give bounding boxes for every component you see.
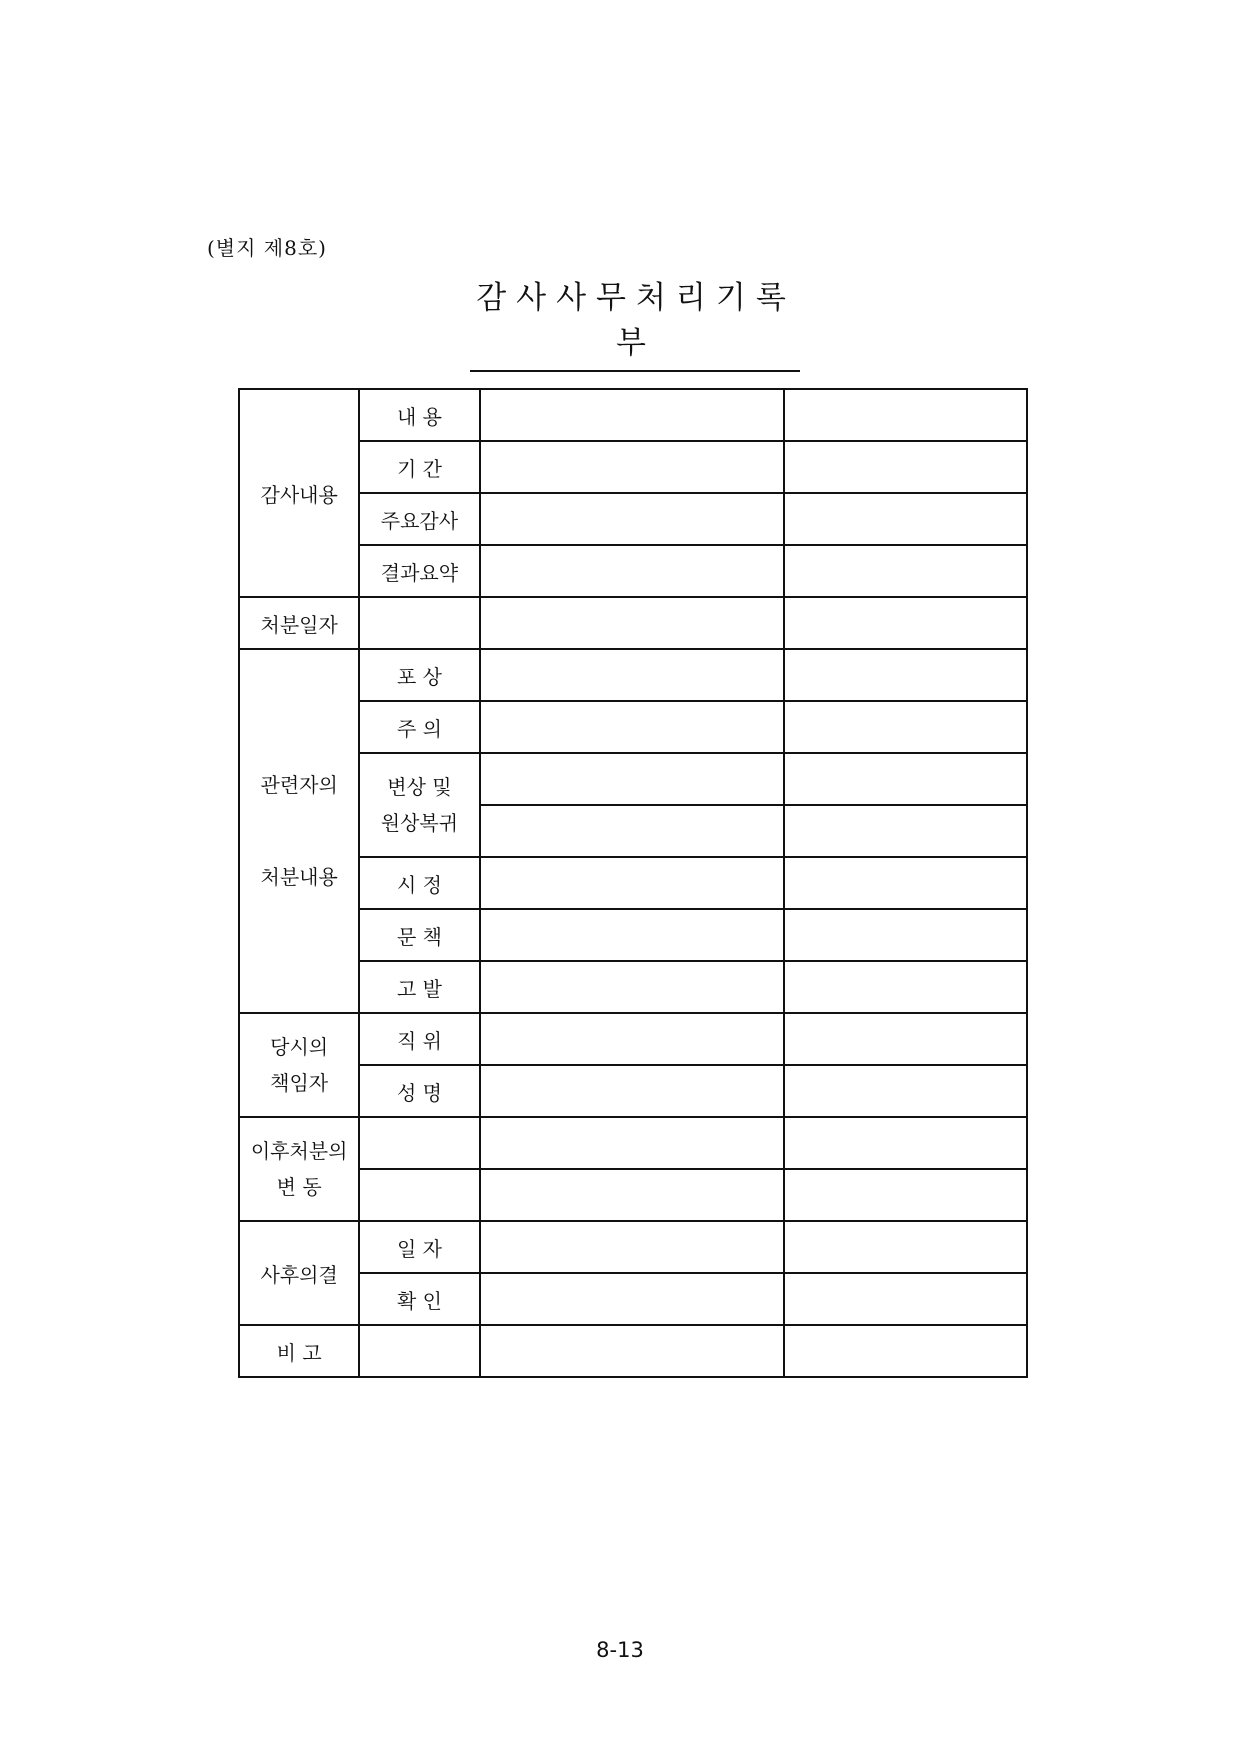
entry-cell[interactable] [784, 1169, 1027, 1221]
table-row [239, 389, 1027, 441]
changes-group-label [239, 1117, 359, 1221]
responsible-group-line2: 책임자 [270, 1071, 329, 1095]
table-row [239, 1013, 1027, 1065]
audit-item-label: 내 용 [359, 389, 479, 441]
entry-cell[interactable] [480, 389, 785, 441]
entry-cell[interactable] [480, 545, 785, 597]
disposition-item-label [359, 753, 479, 857]
entry-cell[interactable] [784, 805, 1027, 857]
entry-cell[interactable] [784, 597, 1027, 649]
entry-cell[interactable] [480, 1065, 785, 1117]
entry-cell[interactable] [784, 1273, 1027, 1325]
table-row [239, 1325, 1027, 1377]
entry-cell[interactable] [784, 1325, 1027, 1377]
disposition-group-line2: 처분내용 [260, 865, 338, 889]
audit-item-label: 주요감사 [359, 493, 479, 545]
table-row [239, 649, 1027, 701]
disposition-date-label: 처분일자 [239, 597, 359, 649]
entry-cell[interactable] [784, 909, 1027, 961]
responsible-item-label: 성 명 [359, 1065, 479, 1117]
entry-cell[interactable] [784, 493, 1027, 545]
entry-cell[interactable] [359, 597, 479, 649]
entry-cell[interactable] [480, 961, 785, 1013]
record-table [238, 388, 1028, 1378]
entry-cell[interactable] [480, 1013, 785, 1065]
audit-item-label: 기 간 [359, 441, 479, 493]
entry-cell[interactable] [784, 857, 1027, 909]
post-decision-item-label: 확 인 [359, 1273, 479, 1325]
entry-cell[interactable] [784, 753, 1027, 805]
entry-cell[interactable] [480, 1325, 785, 1377]
entry-cell[interactable] [480, 805, 785, 857]
entry-cell[interactable] [784, 701, 1027, 753]
disposition-item-label: 주 의 [359, 701, 479, 753]
entry-cell[interactable] [480, 493, 785, 545]
responsible-item-label: 직 위 [359, 1013, 479, 1065]
responsible-group-line1: 당시의 [270, 1035, 329, 1059]
compensation-label-line1: 변상 및 [387, 775, 452, 799]
entry-cell[interactable] [784, 1221, 1027, 1273]
disposition-item-label: 시 정 [359, 857, 479, 909]
entry-cell[interactable] [784, 389, 1027, 441]
entry-cell[interactable] [784, 1065, 1027, 1117]
entry-cell[interactable] [480, 909, 785, 961]
entry-cell[interactable] [784, 441, 1027, 493]
form-number: (별지 제8호) [207, 236, 327, 260]
table-row [239, 597, 1027, 649]
entry-cell[interactable] [359, 1325, 479, 1377]
changes-group-line1: 이후처분의 [250, 1139, 348, 1163]
compensation-label-line2: 원상복귀 [380, 811, 459, 835]
entry-cell[interactable] [784, 545, 1027, 597]
entry-cell[interactable] [480, 857, 785, 909]
entry-cell[interactable] [480, 1117, 785, 1169]
entry-cell[interactable] [480, 1221, 785, 1273]
document-title: 감사사무처리기록부 [470, 272, 800, 372]
entry-cell[interactable] [359, 1169, 479, 1221]
entry-cell[interactable] [480, 701, 785, 753]
entry-cell[interactable] [480, 1273, 785, 1325]
changes-group-line2: 변 동 [276, 1175, 322, 1199]
disposition-item-label: 고 발 [359, 961, 479, 1013]
responsible-group-label [239, 1013, 359, 1117]
disposition-group-label [239, 649, 359, 1013]
entry-cell[interactable] [480, 1169, 785, 1221]
disposition-item-label: 문 책 [359, 909, 479, 961]
post-decision-item-label: 일 자 [359, 1221, 479, 1273]
entry-cell[interactable] [480, 753, 785, 805]
entry-cell[interactable] [480, 441, 785, 493]
table-row [239, 1117, 1027, 1169]
page-number: 8-13 [596, 1638, 644, 1662]
disposition-item-label: 포 상 [359, 649, 479, 701]
title-wrap [470, 272, 800, 372]
post-decision-label: 사후의결 [239, 1221, 359, 1325]
entry-cell[interactable] [359, 1117, 479, 1169]
entry-cell[interactable] [784, 961, 1027, 1013]
entry-cell[interactable] [784, 1013, 1027, 1065]
remarks-label: 비 고 [239, 1325, 359, 1377]
entry-cell[interactable] [480, 597, 785, 649]
disposition-group-line1: 관련자의 [260, 773, 338, 797]
entry-cell[interactable] [784, 649, 1027, 701]
entry-cell[interactable] [480, 649, 785, 701]
table-row [239, 1221, 1027, 1273]
audit-item-label: 결과요약 [359, 545, 479, 597]
entry-cell[interactable] [784, 1117, 1027, 1169]
audit-content-label: 감사내용 [239, 389, 359, 597]
